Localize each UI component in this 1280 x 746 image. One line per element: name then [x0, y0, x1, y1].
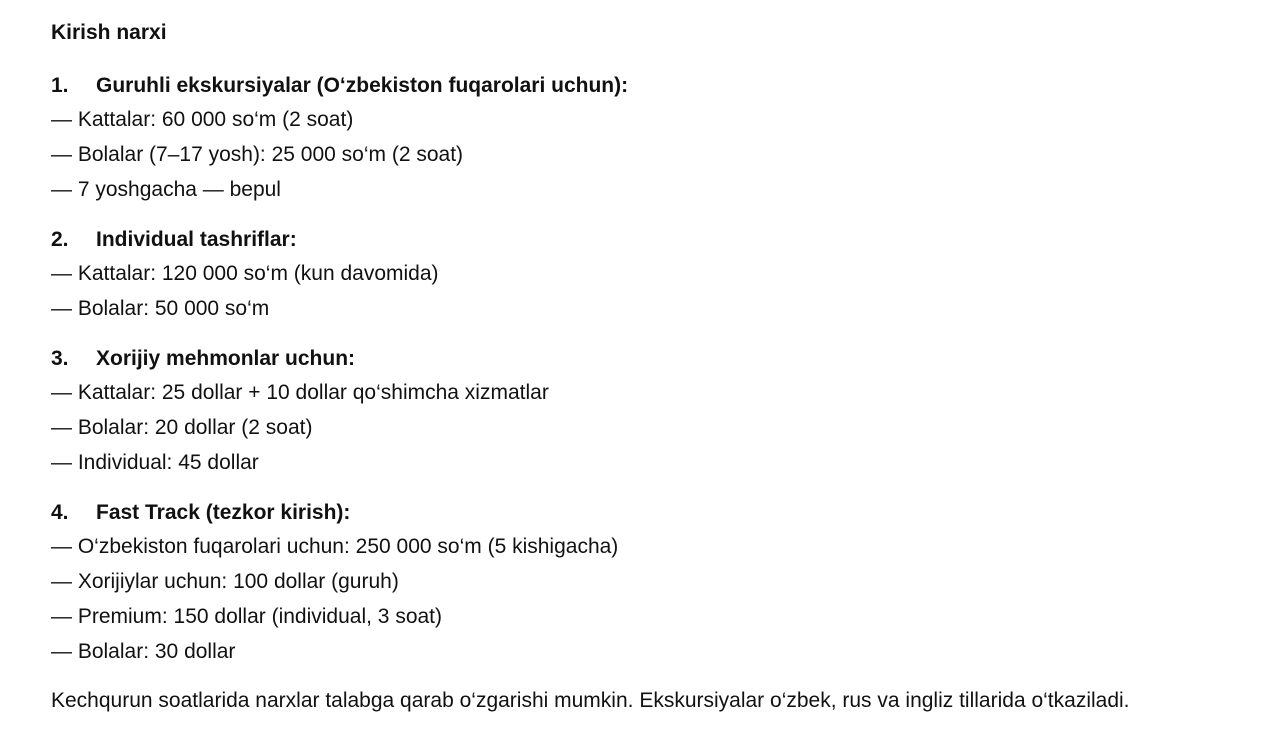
section-number: 3. — [51, 347, 69, 370]
section-fast-track — [51, 497, 1261, 669]
section-heading — [51, 343, 1261, 375]
section-title: Guruhli ekskursiyalar (O‘zbekiston fuqarolari uchun): — [96, 74, 629, 97]
section-heading — [51, 70, 1261, 102]
price-item: — O‘zbekiston fuqarolari uchun: 250 000 so‘m (5 kishigacha) — [51, 535, 619, 558]
price-item: — Premium: 150 dollar (individual, 3 soat) — [51, 605, 443, 628]
price-item: — Bolalar: 30 dollar — [51, 640, 236, 663]
price-item: — Bolalar: 20 dollar (2 soat) — [51, 416, 313, 439]
section-heading — [51, 497, 1261, 529]
section-heading — [51, 224, 1261, 256]
document-title: Kirish narxi — [51, 21, 167, 44]
section-number: 1. — [51, 74, 69, 97]
price-item: — Kattalar: 60 000 so‘m (2 soat) — [51, 108, 354, 131]
section-group-tours — [51, 70, 1261, 207]
footer-note: Kechqurun soatlarida narxlar talabga qarab o‘zgarishi mumkin. Ekskursiyalar o‘zbek, rus va ingliz tillarida o‘tkaziladi. — [51, 689, 1130, 712]
price-item: — Bolalar (7–17 yosh): 25 000 so‘m (2 soat) — [51, 143, 464, 166]
price-item: — Kattalar: 25 dollar + 10 dollar qo‘shimcha xizmatlar — [51, 381, 549, 404]
section-title: Individual tashriflar: — [96, 228, 297, 251]
price-item: — 7 yoshgacha — bepul — [51, 178, 281, 201]
price-item: — Bolalar: 50 000 so‘m — [51, 297, 270, 320]
section-foreign-guests — [51, 343, 1261, 480]
price-item: — Individual: 45 dollar — [51, 451, 259, 474]
section-title: Fast Track (tezkor kirish): — [96, 501, 351, 524]
price-item: — Xorijiylar uchun: 100 dollar (guruh) — [51, 570, 399, 593]
price-item: — Kattalar: 120 000 so‘m (kun davomida) — [51, 262, 439, 285]
section-individual-visits — [51, 224, 1261, 326]
section-title: Xorijiy mehmonlar uchun: — [96, 347, 356, 370]
section-number: 2. — [51, 228, 69, 251]
section-number: 4. — [51, 501, 69, 524]
document — [51, 18, 1261, 716]
